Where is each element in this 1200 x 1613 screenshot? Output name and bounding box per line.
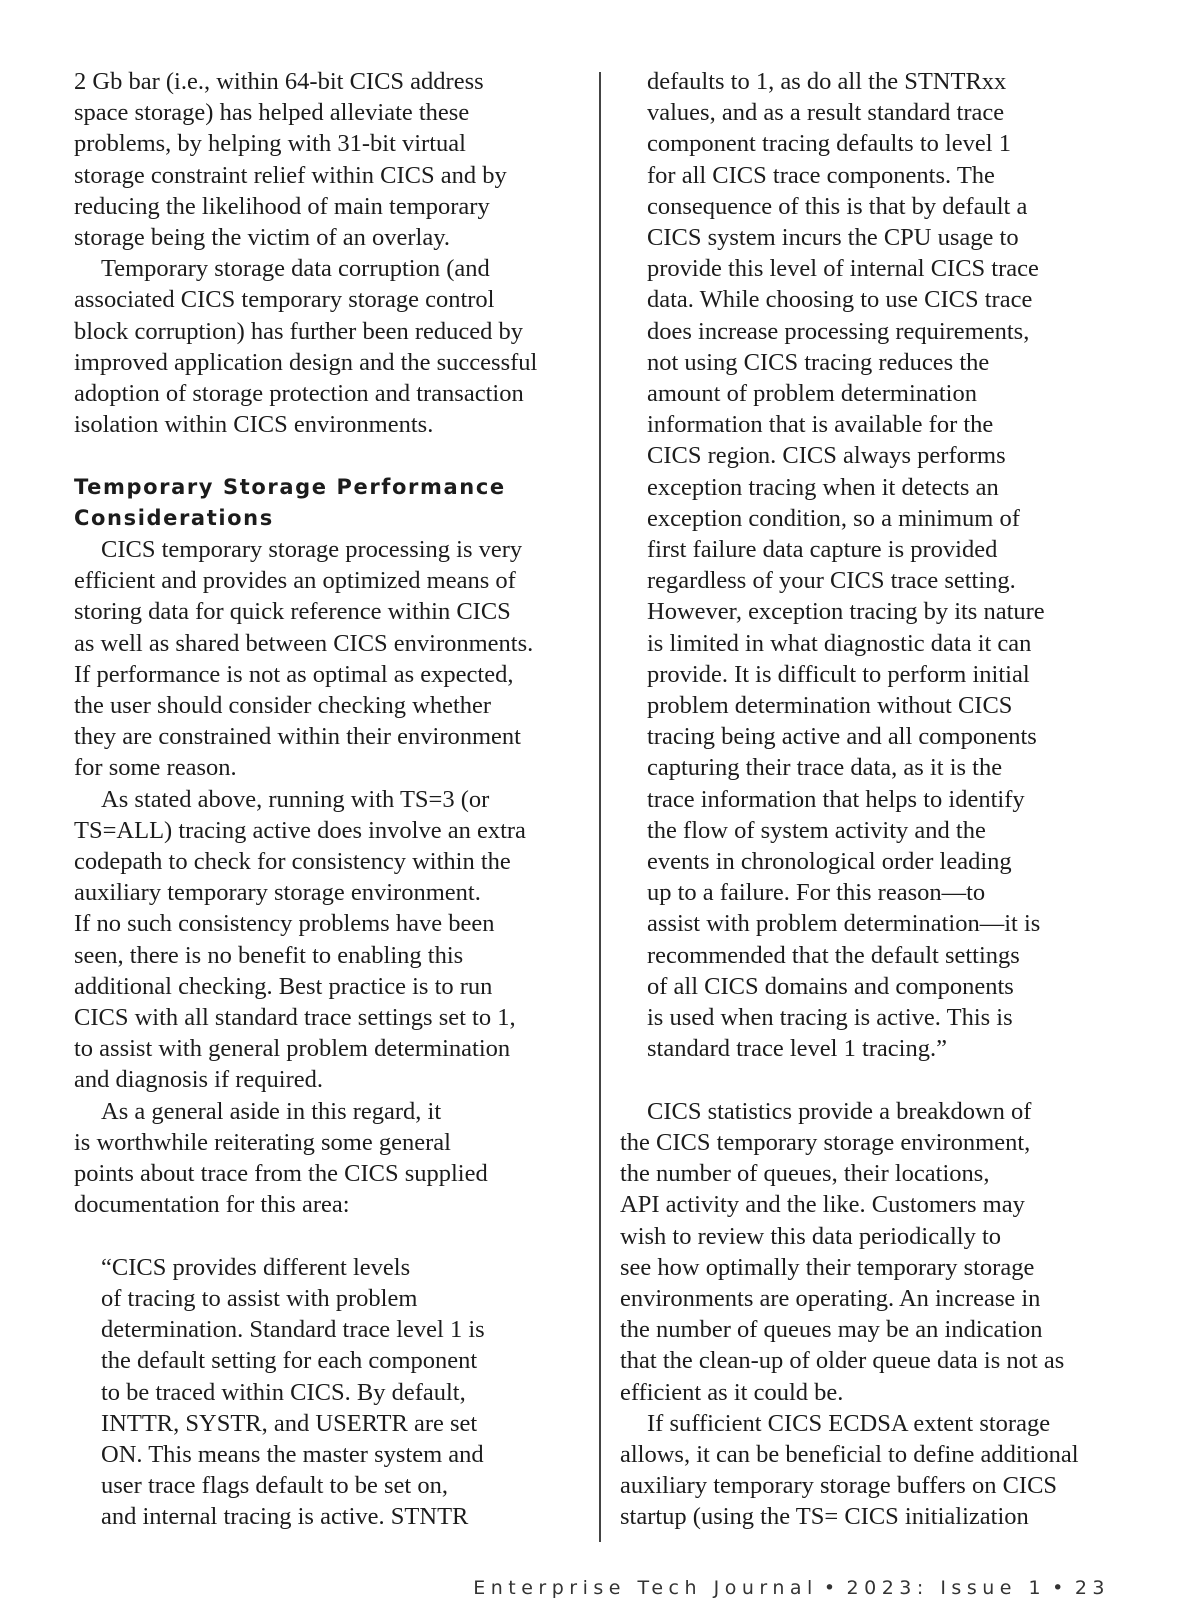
- text-line: auxiliary temporary storage buffers on CICS: [620, 1472, 1058, 1500]
- text-line: startup (using the TS= CICS initialization: [620, 1503, 1029, 1531]
- text-line: events in chronological order leading: [647, 848, 1012, 876]
- footer-separator: •: [1052, 1577, 1069, 1599]
- text-line: allows, it can be beneficial to define additional: [620, 1440, 1079, 1468]
- text-line: block corruption) has further been reduced by: [74, 317, 523, 345]
- text-line: first failure data capture is provided: [647, 536, 998, 564]
- text-line: documentation for this area:: [74, 1191, 350, 1219]
- heading-line: Temporary Storage Performance: [74, 474, 506, 499]
- text-line: up to a failure. For this reason—to: [647, 879, 986, 907]
- paragraph: [74, 66, 574, 253]
- text-line: CICS region. CICS always performs: [647, 442, 1006, 470]
- text-line: the CICS temporary storage environment,: [620, 1128, 1031, 1156]
- text-line: consequence of this is that by default a: [647, 192, 1028, 220]
- text-line: regardless of your CICS trace setting.: [647, 567, 1016, 595]
- text-line: the flow of system activity and the: [647, 816, 986, 844]
- text-line: of tracing to assist with problem: [101, 1284, 418, 1312]
- text-line: seen, there is no benefit to enabling this: [74, 941, 464, 969]
- text-line: as well as shared between CICS environments.: [74, 629, 534, 657]
- block-quote-continued: [620, 66, 1130, 1065]
- text-line: API activity and the like. Customers may: [620, 1191, 1025, 1219]
- publication-name: Enterprise Tech Journal: [473, 1577, 818, 1599]
- right-column: [620, 66, 1130, 1533]
- text-line: is limited in what diagnostic data it can: [647, 629, 1032, 657]
- text-line: they are constrained within their environment: [74, 723, 521, 751]
- left-column: [74, 66, 574, 1533]
- text-line: recommended that the default settings: [647, 941, 1020, 969]
- text-line: see how optimally their temporary storage: [620, 1253, 1035, 1281]
- text-line: additional checking. Best practice is to run: [74, 972, 493, 1000]
- text-line: storing data for quick reference within CICS: [74, 598, 511, 626]
- text-line: TS=ALL) tracing active does involve an extra: [74, 816, 526, 844]
- text-line: adoption of storage protection and transaction: [74, 380, 524, 408]
- issue-label: 2023: Issue 1: [846, 1577, 1047, 1599]
- text-line: storage being the victim of an overlay.: [74, 224, 450, 252]
- text-line: exception condition, so a minimum of: [647, 504, 1020, 532]
- text-line: space storage) has helped alleviate these: [74, 99, 470, 127]
- text-line: the number of queues may be an indication: [620, 1316, 1043, 1344]
- text-line: storage constraint relief within CICS and by: [74, 161, 507, 189]
- text-line: user trace flags default to be set on,: [101, 1472, 448, 1500]
- text-line: to be traced within CICS. By default,: [101, 1378, 466, 1406]
- text-line: INTTR, SYSTR, and USERTR are set: [101, 1409, 478, 1437]
- spacer: [74, 1221, 574, 1252]
- text-line: for some reason.: [74, 754, 237, 782]
- text-line: standard trace level 1 tracing.”: [647, 1035, 947, 1063]
- text-line: is worthwhile reiterating some general: [74, 1128, 451, 1156]
- text-line: associated CICS temporary storage control: [74, 286, 495, 314]
- text-line: of all CICS domains and components: [647, 972, 1014, 1000]
- text-line: assist with problem determination—it is: [647, 910, 1041, 938]
- text-line: defaults to 1, as do all the STNTRxx: [647, 68, 1007, 95]
- text-line: information that is available for the: [647, 411, 994, 439]
- text-line: efficient and provides an optimized means of: [74, 567, 516, 595]
- paragraph: [74, 1096, 574, 1221]
- text-line: and internal tracing is active. STNTR: [101, 1503, 469, 1531]
- text-line: If performance is not as optimal as expected,: [74, 660, 514, 688]
- text-line: is used when tracing is active. This is: [647, 1004, 1013, 1032]
- text-line: exception tracing when it detects an: [647, 473, 999, 501]
- page-footer: [473, 1577, 1110, 1599]
- text-line: amount of problem determination: [647, 380, 977, 408]
- spacer: [620, 1065, 1130, 1096]
- text-line: capturing their trace data, as it is the: [647, 754, 1003, 782]
- text-line: CICS statistics provide a breakdown of: [647, 1097, 1032, 1125]
- paragraph: [74, 534, 574, 784]
- text-line: and diagnosis if required.: [74, 1066, 324, 1094]
- footer-separator: •: [823, 1577, 841, 1599]
- text-line: reducing the likelihood of main temporary: [74, 192, 490, 220]
- text-line: that the clean-up of older queue data is not as: [620, 1347, 1065, 1375]
- text-line: trace information that helps to identify: [647, 785, 1025, 813]
- text-line: CICS with all standard trace settings set to 1,: [74, 1004, 516, 1032]
- text-line: efficient as it could be.: [620, 1378, 844, 1406]
- text-line: However, exception tracing by its nature: [647, 598, 1045, 626]
- text-line: CICS temporary storage processing is very: [101, 536, 523, 564]
- text-line: As stated above, running with TS=3 (or: [101, 785, 490, 813]
- text-line: environments are operating. An increase in: [620, 1284, 1041, 1312]
- paragraph: [74, 784, 574, 1096]
- section-heading: [74, 472, 574, 534]
- spacer: [74, 440, 574, 471]
- text-line: the default setting for each component: [101, 1347, 478, 1375]
- text-line: CICS system incurs the CPU usage to: [647, 224, 1019, 252]
- text-line: Temporary storage data corruption (and: [101, 255, 490, 283]
- paragraph: [74, 253, 574, 440]
- text-line: determination. Standard trace level 1 is: [101, 1316, 485, 1344]
- text-line: points about trace from the CICS supplied: [74, 1160, 488, 1188]
- text-line: to assist with general problem determination: [74, 1035, 511, 1063]
- text-line: for all CICS trace components. The: [647, 161, 995, 189]
- text-line: tracing being active and all components: [647, 723, 1037, 751]
- text-line: 2 Gb bar (i.e., within 64-bit CICS address: [74, 68, 484, 95]
- text-line: codepath to check for consistency within the: [74, 848, 511, 876]
- text-line: does increase processing requirements,: [647, 317, 1030, 345]
- text-line: component tracing defaults to level 1: [647, 130, 1011, 158]
- block-quote: [74, 1252, 574, 1533]
- paragraph: [620, 1408, 1130, 1533]
- text-line: ON. This means the master system and: [101, 1440, 484, 1468]
- column-divider: [599, 72, 601, 1542]
- paragraph: [620, 1096, 1130, 1408]
- text-line: auxiliary temporary storage environment.: [74, 879, 481, 907]
- text-line: “CICS provides different levels: [101, 1253, 411, 1281]
- text-line: If no such consistency problems have been: [74, 910, 495, 938]
- text-line: problem determination without CICS: [647, 692, 1013, 720]
- text-line: the number of queues, their locations,: [620, 1160, 990, 1188]
- text-line: values, and as a result standard trace: [647, 99, 1005, 127]
- text-line: wish to review this data periodically to: [620, 1222, 1002, 1250]
- text-line: problems, by helping with 31-bit virtual: [74, 130, 466, 158]
- heading-line: Considerations: [74, 505, 274, 530]
- text-line: If sufficient CICS ECDSA extent storage: [647, 1409, 1051, 1437]
- text-line: not using CICS tracing reduces the: [647, 348, 990, 376]
- text-line: improved application design and the successful: [74, 348, 538, 376]
- text-line: isolation within CICS environments.: [74, 411, 434, 439]
- text-line: As a general aside in this regard, it: [101, 1097, 442, 1125]
- page-number: 23: [1074, 1577, 1110, 1599]
- text-line: provide. It is difficult to perform initial: [647, 660, 1030, 688]
- text-line: the user should consider checking whether: [74, 692, 492, 720]
- text-line: provide this level of internal CICS trace: [647, 255, 1039, 283]
- text-line: data. While choosing to use CICS trace: [647, 286, 1033, 314]
